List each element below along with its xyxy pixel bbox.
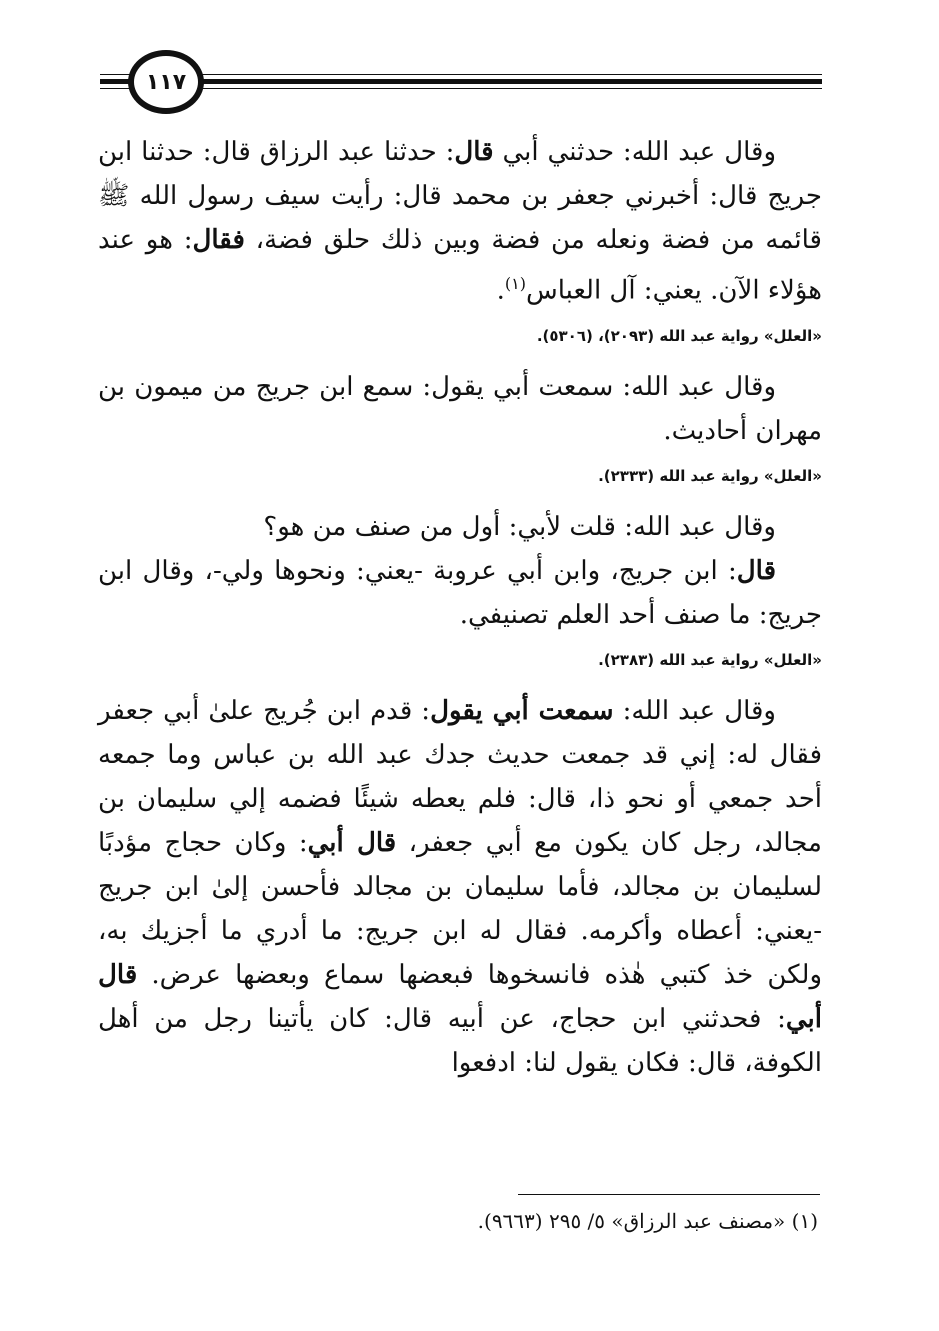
footnote-rule: [518, 1194, 820, 1195]
footnote-marker: (١): [504, 274, 526, 293]
text-run: : هو عند هؤلاء الآن. يعني: آل العباس: [98, 225, 822, 306]
text-run: : وكان حجاج مؤدبًا لسليمان بن مجالد، فأما سليمان بن مجالد فأحسن إلىٰ ابن جريج -يعني: أعطاه وأكرمه. فقال له ابن جريج: ما أدري ما أجزيك به، ولكن خذ كتبي هٰذه فانسخوها فبعضها سماع وبعضها عرض.: [98, 827, 822, 990]
text-run: وقال عبد الله: سمعت أبي يقول: سمع ابن جريج من ميمون بن مهران أحاديث.: [98, 371, 822, 446]
header-rule-bottom: [100, 88, 822, 89]
text-run: وقال عبد الله: قلت لأبي: أول من صنف من هو؟: [263, 511, 776, 542]
text-run: .: [496, 275, 505, 306]
source-citation: «العلل» رواية عبد الله (٢٣٨٣).: [598, 650, 822, 669]
text-run: : حدثنا عبد الرزاق قال: حدثنا ابن جريج قال: أخبرني جعفر بن محمد قال: رأيت سيف رسول الله ﷺ قائمه من فضة ونعله من فضة وبين ذلك حلق فضة،: [98, 137, 822, 255]
header-rule-thick: [100, 79, 822, 84]
body-paragraph: [98, 549, 822, 637]
bold-keyword: قال: [454, 137, 494, 167]
text-run: : فحدثني ابن حجاج، عن أبيه قال: كان يأتينا رجل من أهل الكوفة، قال: فكان يقول لنا: ادفعوا: [98, 1003, 822, 1078]
text-run: : قدم ابن جُريج علىٰ أبي جعفر فقال له: إني قد جمعت حديث جدك عبد الله بن عباس وما جمعه أحد جمعي أو نحو ذا، قال: فلم يعطه شيئًا فضمه إلي سليمان بن مجالد، رجل كان يكون مع أبي جعفر،: [98, 695, 822, 858]
body-paragraph: [98, 365, 822, 453]
page-header: [100, 48, 822, 118]
page-body: [98, 130, 822, 1085]
bold-keyword: قال أبي: [98, 959, 822, 1034]
source-citation: «العلل» رواية عبد الله (٢٠٩٣)، (٥٣٠٦).: [536, 326, 822, 345]
bold-keyword: قال: [736, 555, 776, 586]
page-number-badge: [128, 50, 204, 114]
body-paragraph: [98, 505, 822, 549]
body-paragraph: [98, 689, 822, 1085]
bold-keyword: سمعت أبي يقول: [430, 695, 614, 726]
bold-keyword: فقال: [192, 225, 245, 255]
text-run: : ابن جريج، وابن أبي عروبة -يعني: ونحوها ولي-، وقال ابن جريج: ما صنف أحد العلم تصنيفي.: [98, 555, 822, 630]
footnote: (١) «مصنف عبد الرزاق» ٥/ ٢٩٥ (٩٦٦٣).: [477, 1209, 818, 1233]
header-rule-top: [100, 74, 822, 75]
text-run: وقال عبد الله: حدثني أبي: [493, 137, 777, 167]
text-run: وقال عبد الله:: [613, 695, 776, 726]
bold-keyword: قال أبي: [307, 827, 397, 858]
source-citation: «العلل» رواية عبد الله (٢٣٣٣).: [598, 466, 822, 485]
body-paragraph: [98, 130, 822, 313]
page-number: ١١٧: [145, 69, 187, 95]
